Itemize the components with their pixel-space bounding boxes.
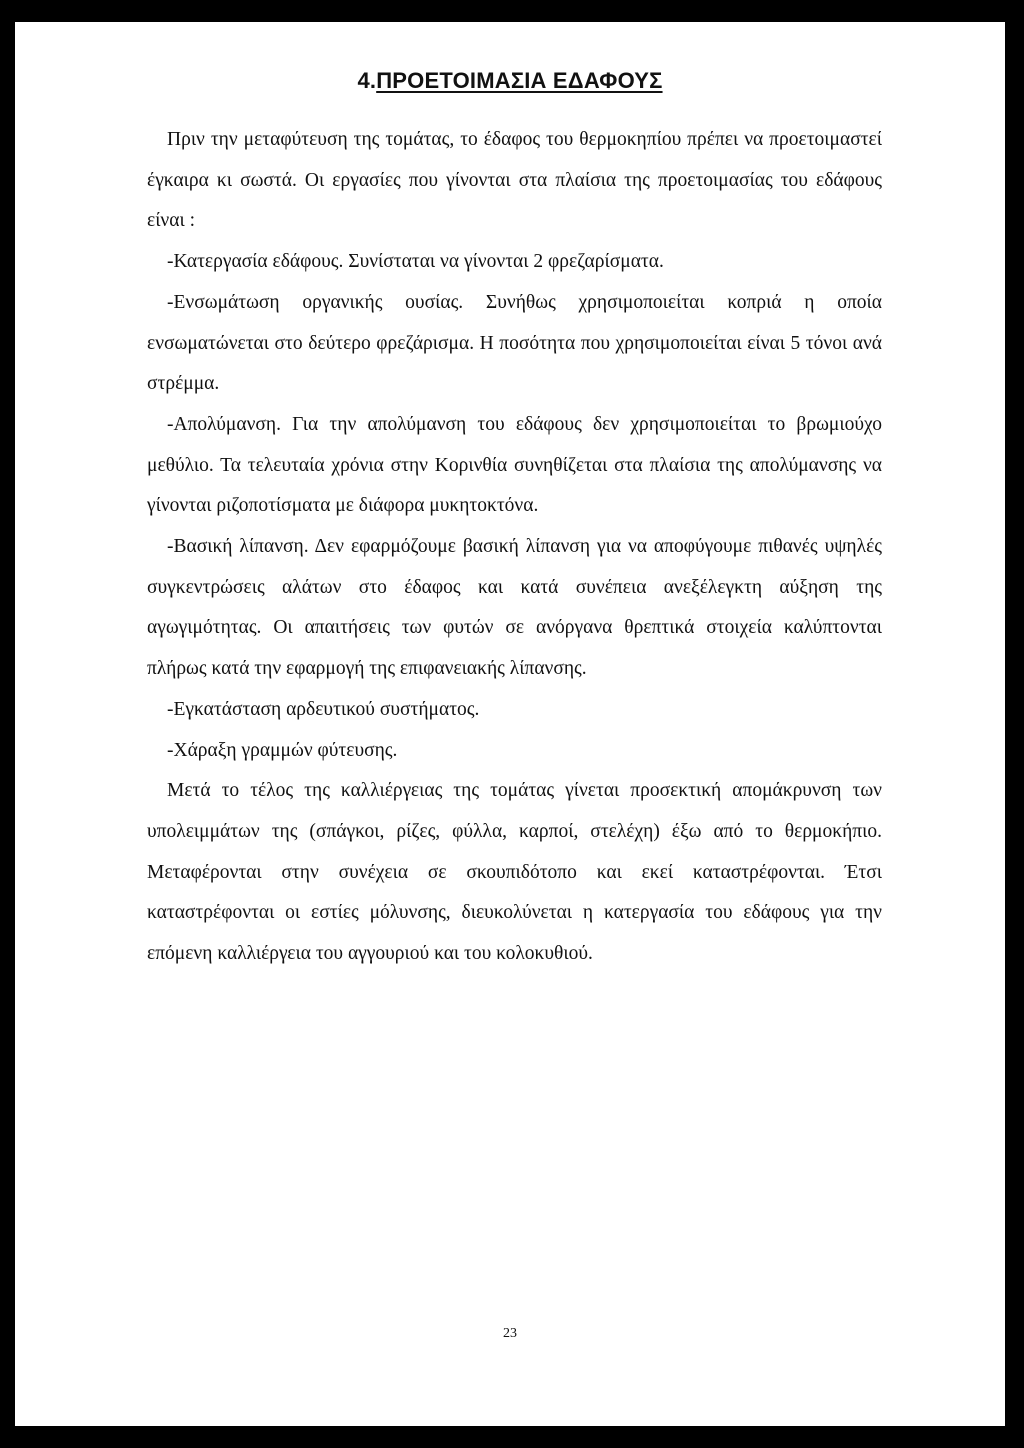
list-item-disinfection: -Απολύμανση. Για την απολύμανση του εδάφους δεν χρησιμοποιείται το βρωμιούχο μεθύλιο. Τα τελευταία χρόνια στην Κορινθία συνηθίζεται στα πλαίσια της απολύμανσης να γίνονται ριζοποτίσματα με διάφορα μυκητοκτόνα.: [147, 413, 882, 517]
list-item-base-fertilization: -Βασική λίπανση. Δεν εφαρμόζουμε βασική λίπανση για να αποφύγουμε πιθανές υψηλές συγκεντρώσεις αλάτων στο έδαφος και κατά συνέπεια ανεξέλεγκτη αύξηση της αγωγιμότητας. Οι απαιτήσεις των φυτών σε ανόργανα θρεπτικά στοιχεία καλύπτονται πλήρως κατά την εφαρμογή της επιφανειακής λίπανσης.: [147, 536, 882, 680]
list-item-organic-matter: -Ενσωμάτωση οργανικής ουσίας. Συνήθως χρησιμοποιείται κοπριά η οποία ενσωματώνεται στο δεύτερο φρεζάρισμα. Η ποσότητα που χρησιμοποιείται είναι 5 τόνοι ανά στρέμμα.: [147, 291, 882, 395]
page-number: 23: [503, 1326, 517, 1341]
section-title: ΠΡΟΕΤΟΙΜΑΣΙΑ ΕΔΑΦΟΥΣ: [376, 68, 663, 93]
section-number: 4.: [357, 68, 377, 93]
section-heading: [15, 68, 1005, 94]
document-page: [15, 22, 1005, 1426]
list-item-planting-lines: -Χάραξη γραμμών φύτευσης.: [167, 739, 398, 761]
list-item-irrigation-system: -Εγκατάσταση αρδευτικού συστήματος.: [167, 698, 480, 720]
document-body: [147, 120, 882, 975]
list-item-soil-tillage: -Κατεργασία εδάφους. Συνίσταται να γίνονται 2 φρεζαρίσματα.: [167, 251, 664, 273]
closing-paragraph: Μετά το τέλος της καλλιέργειας της τομάτας γίνεται προσεκτική απομάκρυνση των υπολειμμάτων της (σπάγκοι, ρίζες, φύλλα, καρποί, στελέχη) έξω από το θερμοκήπιο. Μεταφέρονται στην συνέχεια σε σκουπιδότοπο και εκεί καταστρέφονται. Έτσι καταστρέφονται οι εστίες μόλυνσης, διευκολύνεται η κατεργασία του εδάφους για την επόμενη καλλιέργεια του αγγουριού και του κολοκυθιού.: [147, 780, 882, 965]
intro-paragraph: Πριν την μεταφύτευση της τομάτας, το έδαφος του θερμοκηπίου πρέπει να προετοιμαστεί έγκαιρα κι σωστά. Οι εργασίες που γίνονται στα πλαίσια της προετοιμασίας του εδάφους είναι :: [147, 129, 882, 232]
